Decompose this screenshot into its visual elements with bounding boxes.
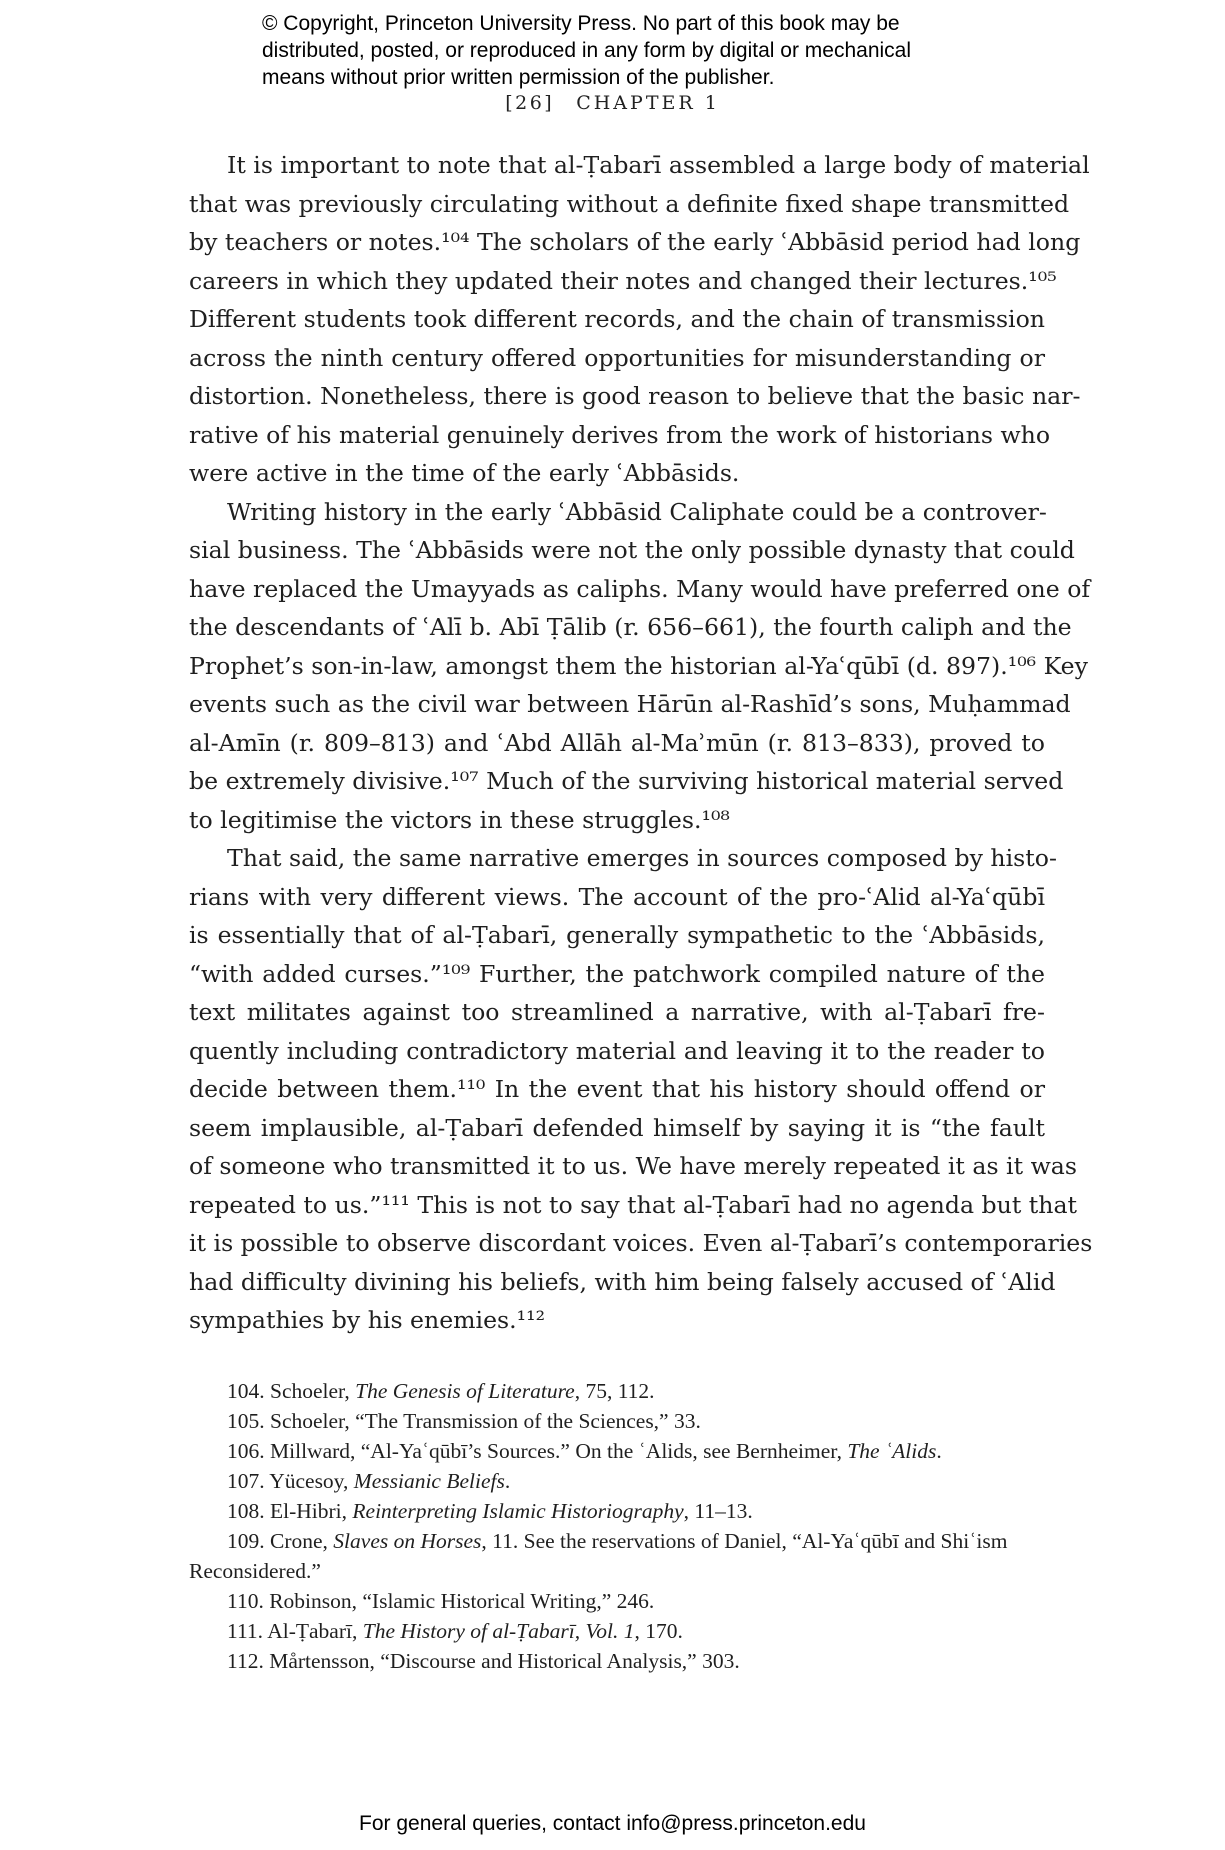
paragraph-line: rative of his material genuinely derives from the work of historians who bbox=[189, 420, 1051, 449]
copyright-line: distributed, posted, or reproduced in any form by digital or mechanical bbox=[262, 39, 912, 62]
body-text bbox=[189, 146, 1093, 1340]
footnote-title: Messianic Beliefs bbox=[353, 1469, 505, 1493]
paragraph-line: have replaced the Umayyads as caliphs. Many would have preferred one of bbox=[189, 574, 1091, 603]
footnote-title: The Genesis of Literature bbox=[355, 1379, 575, 1403]
paragraph-line: Different students took different records, and the chain of transmission bbox=[189, 305, 1045, 333]
paragraph bbox=[189, 493, 1091, 840]
copyright-line: means without prior written permission of the publisher. bbox=[262, 66, 775, 89]
footnote: 110. Robinson, “Islamic Historical Writing,” 246. bbox=[227, 1589, 655, 1613]
footnote: 107. Yücesoy, Messianic Beliefs. bbox=[227, 1469, 511, 1493]
paragraph-line: sympathies by his enemies.¹¹² bbox=[189, 1306, 546, 1334]
paragraph bbox=[189, 839, 1093, 1340]
paragraph-line: rians with very different views. The account of the pro-ʿAlid al-Yaʿqūbī bbox=[189, 882, 1045, 911]
copyright-line: © Copyright, Princeton University Press. No part of this book may be bbox=[262, 12, 900, 35]
paragraph-line: quently including contradictory material and leaving it to the reader to bbox=[189, 1036, 1045, 1065]
chapter-label: CHAPTER 1 bbox=[576, 92, 720, 114]
footnote: 109. Crone, Slaves on Horses, 11. See the reservations of Daniel, “Al-Yaʿqūbī and Shiʿism Reconsidered.” bbox=[189, 1526, 1045, 1586]
paragraph-line: of someone who transmitted it to us. We have merely repeated it as it was bbox=[189, 1152, 1077, 1180]
paragraph-line: al-Amīn (r. 809–813) and ʿAbd Allāh al-Maʾmūn (r. 813–833), proved to bbox=[189, 728, 1045, 757]
footnote-title: Reinterpreting Islamic Historiography bbox=[352, 1499, 684, 1523]
paragraph-line: had difficulty divining his beliefs, with him being falsely accused of ʿAlid bbox=[189, 1267, 1056, 1296]
paragraph-line: “with added curses.”¹⁰⁹ Further, the patchwork compiled nature of the bbox=[189, 959, 1045, 988]
footer-contact: For general queries, contact info@press.princeton.edu bbox=[359, 1812, 866, 1835]
running-head bbox=[0, 92, 1225, 114]
paragraph-line: were active in the time of the early ʿAbbāsids. bbox=[189, 459, 740, 487]
paragraph-line: by teachers or notes.¹⁰⁴ The scholars of the early ʿAbbāsid period had long bbox=[189, 228, 1081, 256]
footnote-title: The ʿAlids bbox=[847, 1439, 937, 1463]
paragraph-line: that was previously circulating without a definite fixed shape transmitted bbox=[189, 189, 1070, 218]
paragraph-line: be extremely divisive.¹⁰⁷ Much of the surviving historical material served bbox=[189, 767, 1064, 795]
paragraph-line: It is important to note that al-Ṭabarī assembled a large body of material bbox=[227, 151, 1090, 179]
page-number: [26] bbox=[505, 92, 555, 114]
copyright-notice bbox=[262, 10, 1022, 91]
paragraph-line: it is possible to observe discordant voices. Even al-Ṭabarī’s contemporaries bbox=[189, 1229, 1093, 1257]
paragraph bbox=[189, 146, 1090, 493]
paragraph-line: sial business. The ʿAbbāsids were not the only possible dynasty that could bbox=[189, 536, 1075, 564]
paragraph-line: seem implausible, al-Ṭabarī defended himself by saying it is “the fault bbox=[189, 1113, 1045, 1142]
paragraph-line: distortion. Nonetheless, there is good reason to believe that the basic nar- bbox=[189, 382, 1081, 410]
paragraph-line: decide between them.¹¹⁰ In the event that his history should offend or bbox=[189, 1075, 1045, 1103]
footnote: 112. Mårtensson, “Discourse and Historical Analysis,” 303. bbox=[227, 1649, 740, 1673]
footnote-title: Slaves on Horses bbox=[333, 1529, 482, 1553]
paragraph-line: Prophet’s son-in-law, amongst them the historian al-Yaʿqūbī (d. 897).¹⁰⁶ Key bbox=[189, 651, 1088, 680]
paragraph-line: the descendants of ʿAlī b. Abī Ṭālib (r. 656–661), the fourth caliph and the bbox=[189, 613, 1072, 641]
footnote: 104. Schoeler, The Genesis of Literature, 75, 112. bbox=[227, 1379, 655, 1403]
paragraph-line: repeated to us.”¹¹¹ This is not to say that al-Ṭabarī had no agenda but that bbox=[189, 1190, 1078, 1219]
footnote: 105. Schoeler, “The Transmission of the Sciences,” 33. bbox=[227, 1409, 701, 1433]
footnote: 108. El-Hibri, Reinterpreting Islamic Historiography, 11–13. bbox=[227, 1499, 753, 1523]
paragraph-line: That said, the same narrative emerges in sources composed by histo- bbox=[227, 844, 1057, 872]
paragraph-line: across the ninth century offered opportunities for misunderstanding or bbox=[189, 343, 1045, 372]
paragraph-line: Writing history in the early ʿAbbāsid Caliphate could be a controver- bbox=[227, 497, 1047, 526]
paragraph-line: to legitimise the victors in these struggles.¹⁰⁸ bbox=[189, 805, 730, 834]
footnote-title: The History of al-Ṭabarī, Vol. 1 bbox=[362, 1619, 635, 1643]
footnote: 111. Al-Ṭabarī, The History of al-Ṭabarī, Vol. 1, 170. bbox=[227, 1619, 683, 1643]
paragraph-line: careers in which they updated their notes and changed their lectures.¹⁰⁵ bbox=[189, 266, 1057, 295]
footnote: 106. Millward, “Al-Yaʿqūbī’s Sources.” On the ʿAlids, see Bernheimer, The ʿAlids. bbox=[227, 1439, 942, 1463]
footnotes bbox=[189, 1376, 1045, 1676]
paragraph-line: text militates against too streamlined a narrative, with al-Ṭabarī fre- bbox=[189, 998, 1045, 1026]
paragraph-line: is essentially that of al-Ṭabarī, generally sympathetic to the ʿAbbāsids, bbox=[189, 921, 1045, 949]
footnote-continuation: Reconsidered.” bbox=[189, 1559, 321, 1583]
paragraph-line: events such as the civil war between Hārūn al-Rashīd’s sons, Muḥammad bbox=[189, 690, 1071, 718]
